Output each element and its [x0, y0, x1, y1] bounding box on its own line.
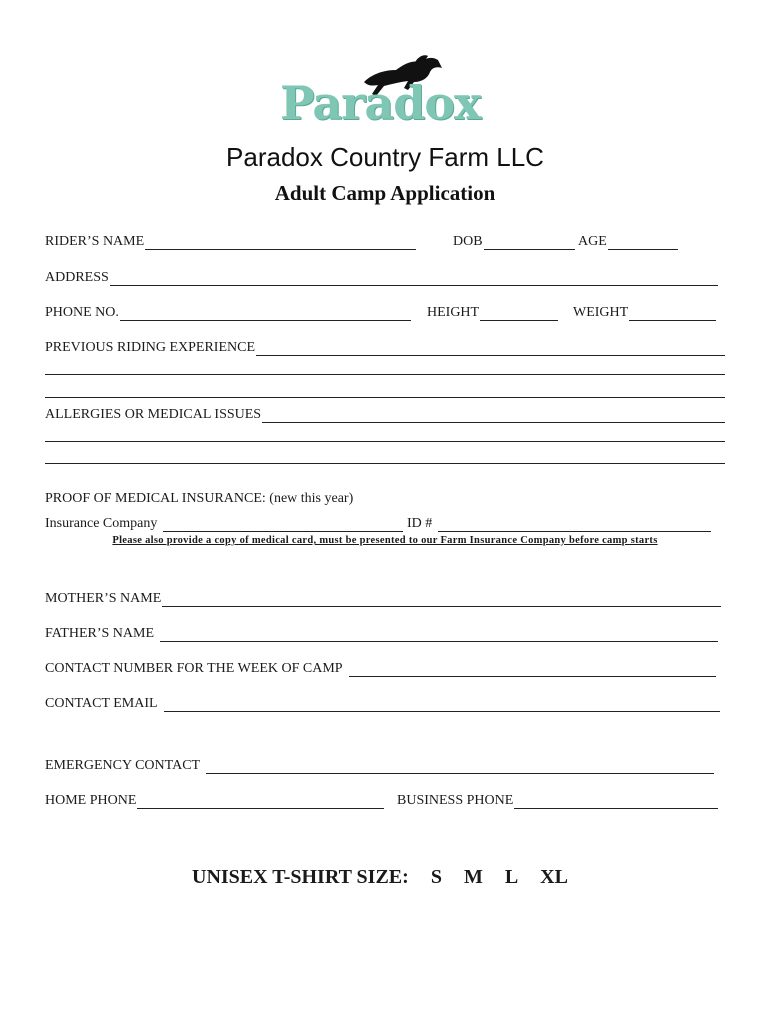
contact-number-line[interactable]: [349, 663, 716, 677]
tshirt-size-row: [192, 866, 568, 889]
father-name-line[interactable]: [160, 628, 718, 642]
weight-field[interactable]: [573, 301, 716, 321]
business-phone-line[interactable]: [514, 795, 718, 809]
phone-label: PHONE NO.: [45, 305, 119, 320]
row-insurance: [45, 512, 727, 532]
experience-label: PREVIOUS RIDING EXPERIENCE: [45, 340, 255, 355]
address-line[interactable]: [110, 272, 718, 286]
dob-label: DOB: [453, 234, 483, 249]
insurance-company-line[interactable]: [163, 518, 403, 532]
page-subtitle: Adult Camp Application: [274, 181, 496, 205]
phone-line[interactable]: [120, 307, 411, 321]
emergency-contact-label: EMERGENCY CONTACT: [45, 758, 201, 773]
contact-number-label: CONTACT NUMBER FOR THE WEEK OF CAMP: [45, 661, 343, 676]
row-phone: [45, 301, 727, 321]
insurance-company-field[interactable]: [45, 512, 403, 532]
logo-wordmark: Paradox: [280, 76, 481, 130]
row-phones: [45, 789, 727, 809]
home-phone-line[interactable]: [137, 795, 384, 809]
row-emergency: [45, 754, 727, 774]
tshirt-size-label: UNISEX T-SHIRT SIZE:: [192, 866, 409, 888]
business-phone-label: BUSINESS PHONE: [397, 793, 514, 808]
home-phone-field[interactable]: [45, 789, 384, 809]
insurance-id-line[interactable]: [438, 518, 711, 532]
emergency-contact-field[interactable]: [45, 754, 714, 774]
allergies-extra-line[interactable]: [45, 441, 725, 442]
weight-line[interactable]: [629, 307, 716, 321]
row-rider: [45, 230, 727, 250]
height-label: HEIGHT: [427, 305, 480, 320]
home-phone-label: HOME PHONE: [45, 793, 137, 808]
rider-name-field[interactable]: [45, 230, 416, 250]
contact-number-field[interactable]: [45, 657, 716, 677]
height-field[interactable]: [427, 301, 558, 321]
insurance-id-field[interactable]: [407, 512, 711, 532]
mother-name-line[interactable]: [162, 593, 721, 607]
dob-field[interactable]: [453, 230, 575, 250]
mother-name-label: MOTHER’S NAME: [45, 591, 162, 606]
tshirt-size-l[interactable]: L: [504, 866, 519, 888]
age-line[interactable]: [608, 236, 678, 250]
father-name-field[interactable]: [45, 622, 718, 642]
tshirt-size-m[interactable]: M: [463, 866, 483, 888]
allergies-field[interactable]: [45, 403, 725, 423]
insurance-company-label: Insurance Company: [45, 516, 158, 531]
insurance-note: Please also provide a copy of medical card, must be presented to our Farm Insurance Company before camp starts: [112, 535, 658, 546]
row-contact-number: [45, 657, 727, 677]
age-label: AGE: [578, 234, 607, 249]
allergies-line[interactable]: [262, 409, 725, 423]
row-contact-email: [45, 692, 727, 712]
insurance-id-label: ID #: [407, 516, 433, 531]
experience-extra-line[interactable]: [45, 397, 725, 398]
dob-line[interactable]: [484, 236, 575, 250]
row-experience: [45, 336, 727, 356]
emergency-contact-line[interactable]: [206, 760, 714, 774]
tshirt-size-s[interactable]: S: [430, 866, 442, 888]
contact-email-label: CONTACT EMAIL: [45, 696, 158, 711]
page-title: Paradox Country Farm LLC: [226, 142, 544, 172]
address-label: ADDRESS: [45, 270, 109, 285]
insurance-heading: PROOF OF MEDICAL INSURANCE: (new this year): [45, 491, 354, 506]
tshirt-size-xl[interactable]: XL: [540, 866, 568, 888]
row-address: [45, 266, 727, 286]
height-line[interactable]: [480, 307, 558, 321]
row-allergies: [45, 403, 727, 423]
rider-name-label: RIDER’S NAME: [45, 234, 145, 249]
experience-extra-line[interactable]: [45, 374, 725, 375]
mother-name-field[interactable]: [45, 587, 721, 607]
rider-name-line[interactable]: [145, 236, 416, 250]
contact-email-field[interactable]: [45, 692, 720, 712]
row-mother: [45, 587, 727, 607]
farm-logo: [276, 50, 496, 128]
experience-line[interactable]: [256, 342, 725, 356]
father-name-label: FATHER’S NAME: [45, 626, 155, 641]
business-phone-field[interactable]: [397, 789, 718, 809]
allergies-extra-line[interactable]: [45, 463, 725, 464]
experience-field[interactable]: [45, 336, 725, 356]
address-field[interactable]: [45, 266, 718, 286]
row-father: [45, 622, 727, 642]
phone-field[interactable]: [45, 301, 411, 321]
allergies-label: ALLERGIES OR MEDICAL ISSUES: [45, 407, 262, 422]
weight-label: WEIGHT: [573, 305, 629, 320]
contact-email-line[interactable]: [164, 698, 720, 712]
age-field[interactable]: [578, 230, 678, 250]
